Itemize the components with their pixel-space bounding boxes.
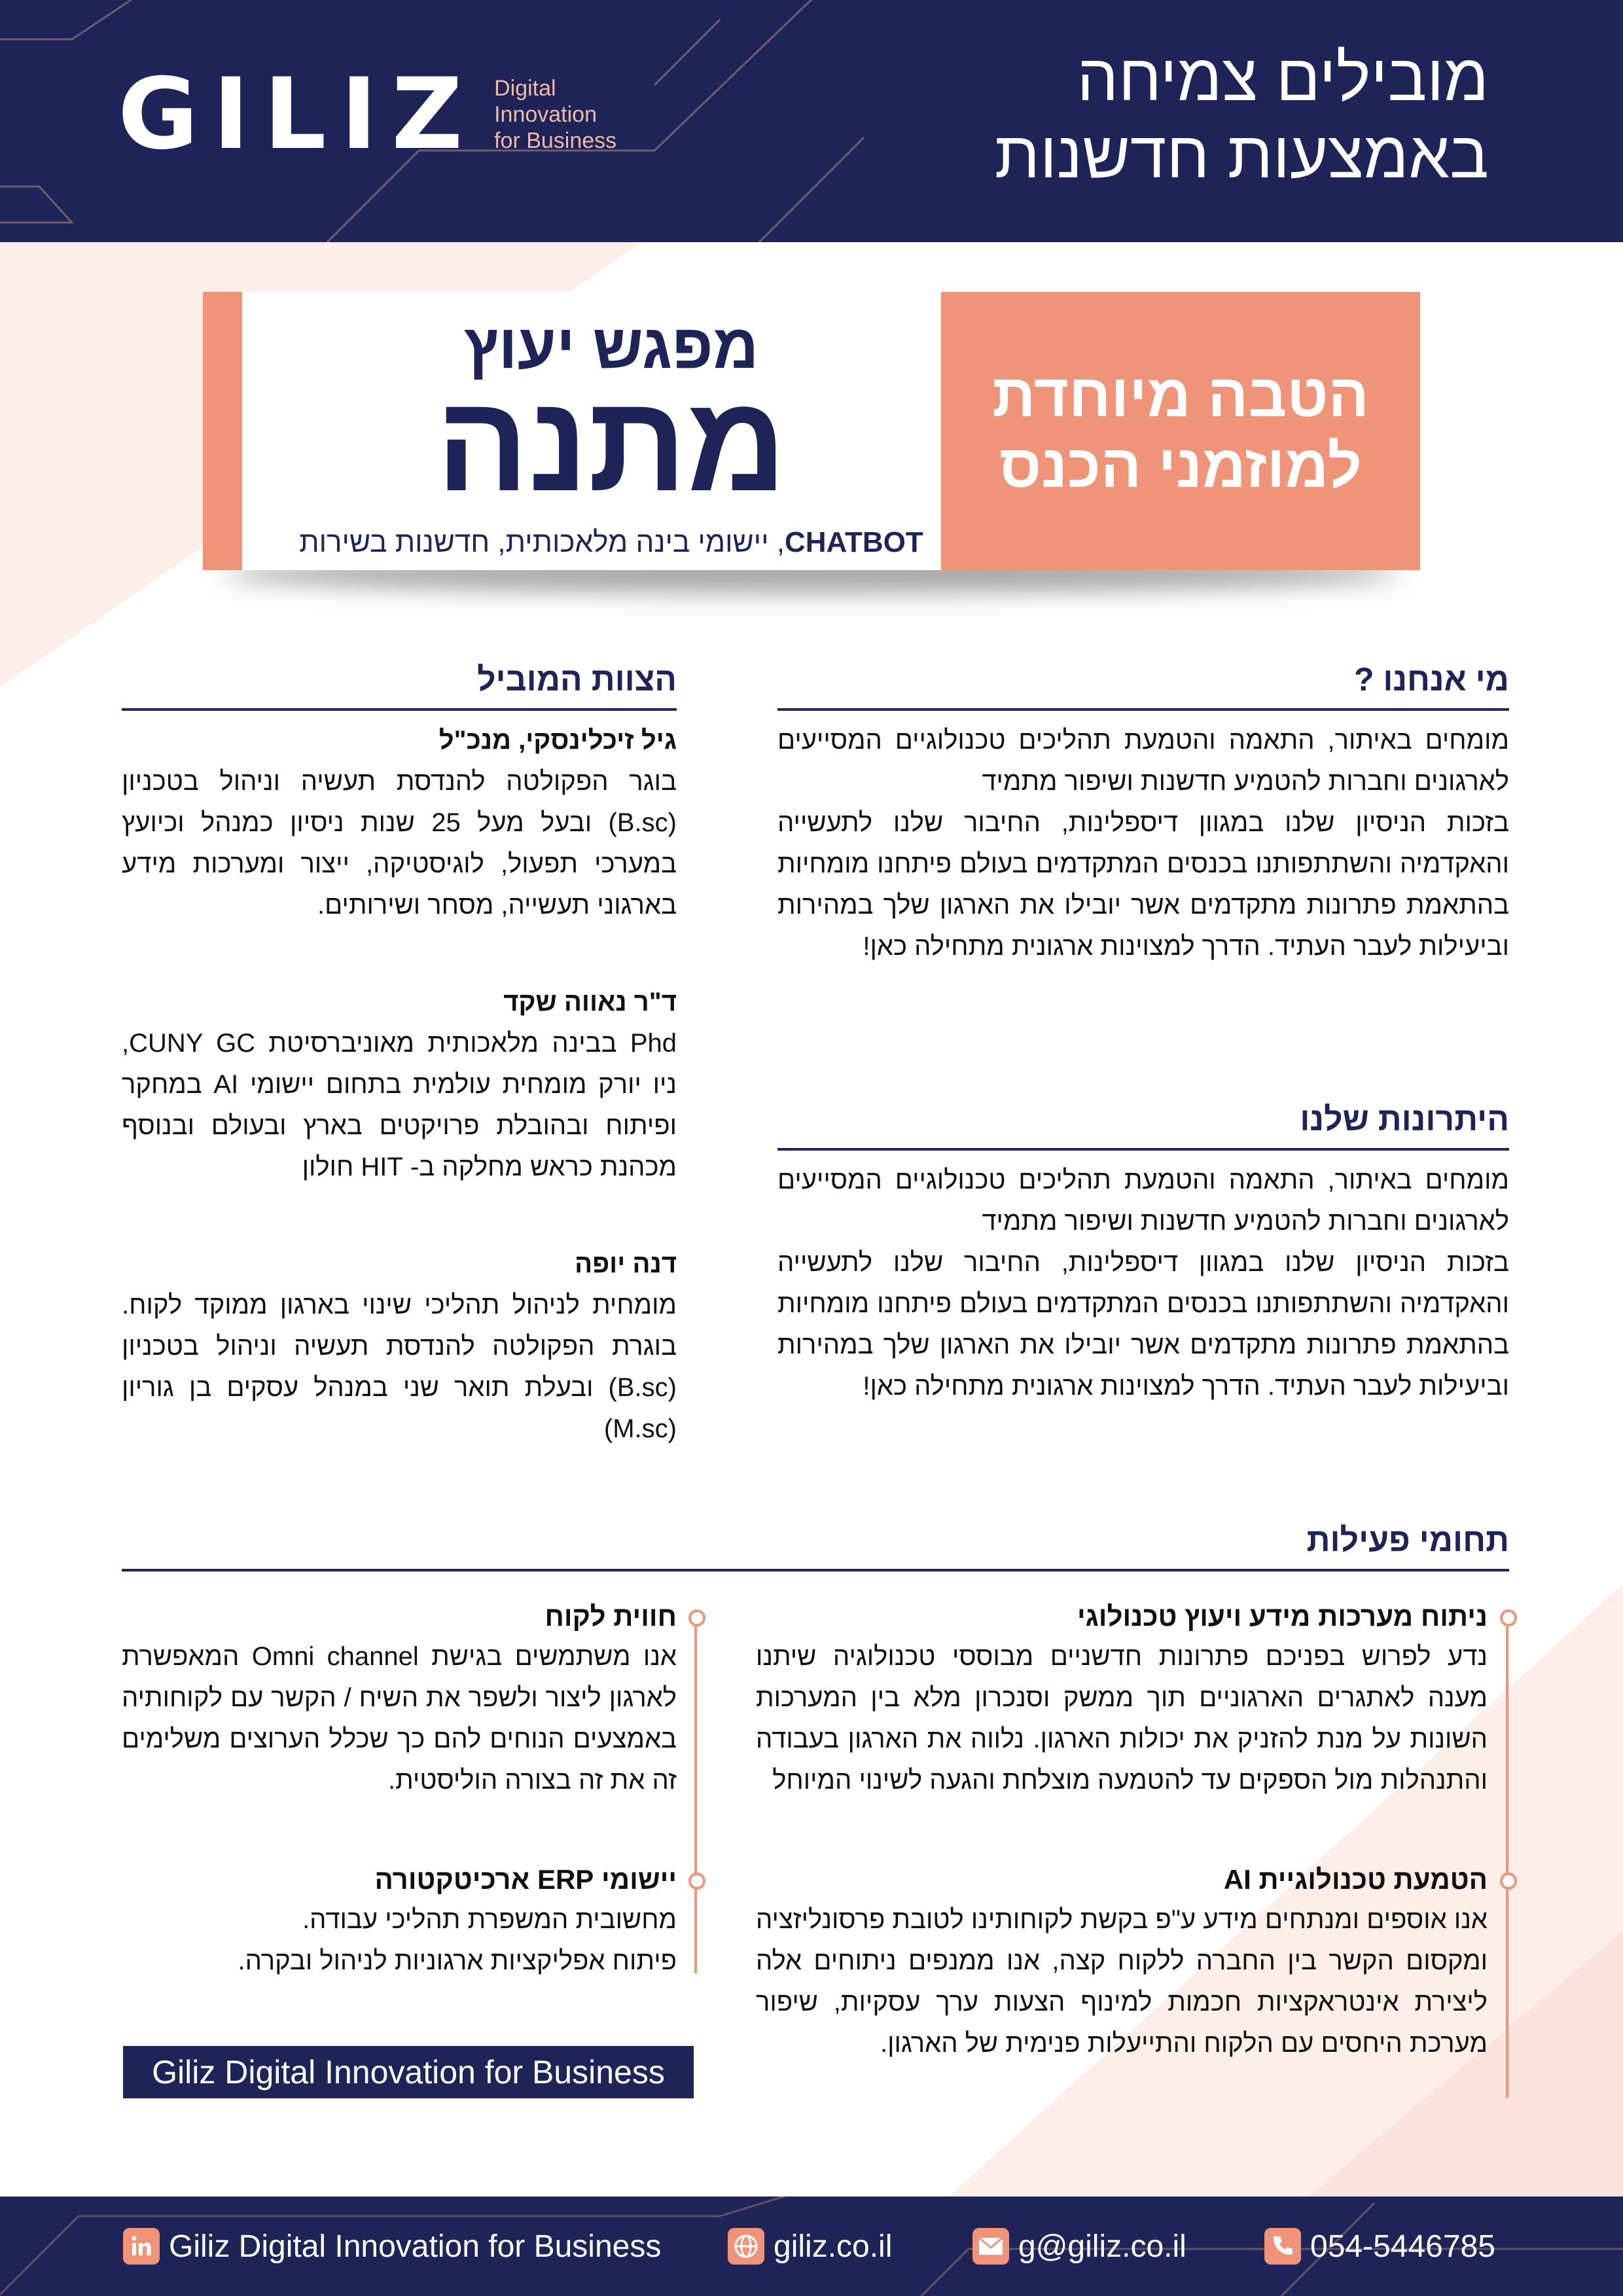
- activity-section: [122, 1522, 1509, 1581]
- advantages-paragraph-1: מומחים באיתור, התאמה והטמעת תהליכים טכנולוגיים המסייעים לארגונים וחברות להטמיע חדשנות ושיפור מתמיד: [777, 1166, 1509, 1236]
- area-text: מחשובית המשפרת תהליכי עבודה.: [302, 1905, 677, 1934]
- website-text: giliz.co.il: [774, 2229, 893, 2264]
- team-member-bio: מומחית לניהול תהליכי שינוי בארגון ממוקד לקוח. בוגרת הפקולטה להנדסת תעשיה וניהול בטכניון (B.sc) ובעלת תואר שני במנהל עסקים בן גוריון (M.sc): [122, 1291, 677, 1443]
- activity-area-erp: [122, 1860, 677, 1982]
- header-tagline: מובילים צמיחה באמצעות חדשנות: [994, 41, 1489, 192]
- offer-gift-panel: [242, 292, 980, 570]
- brand-label: Giliz Digital Innovation for Business: [123, 2046, 694, 2098]
- team-member: [122, 720, 677, 926]
- timeline-dot: [1500, 1873, 1517, 1890]
- footer-linkedin[interactable]: [123, 2197, 661, 2296]
- area-title: יישומי ERP ארכיטקטורה: [374, 1864, 677, 1895]
- activity-title: תחומי פעילות: [122, 1522, 1509, 1571]
- area-text: אנו אוספים ומנתחים מידע ע"פ בקשת לקוחותינו לטובת פרסונליזציה ומקסום הקשר בין החברה ללקוח קצה, אנו ממנפים ניתוחים אלה ליצירת אינטראקציות חכמות למינוף הצעות ערך עסקיות, שיפור מערכת היחסים עם הלקוח והתייעלות פנימית של הארגון.: [756, 1905, 1488, 2058]
- activity-area-ai: [756, 1860, 1488, 2064]
- team-title: הצוות המוביל: [122, 661, 677, 711]
- area-text: נדע לפרוש בפניכם פתרונות חדשניים מבוססי טכנולוגיה שיתנו מענה לאתגרים הארגוניים תוך ממשק וסנכרון מלא בין המערכות השונות על מנת להזניק את יכולות הארגון. נלווה את הארגון בעבודה והתנהלות מול הספקים עד להטמעה מוצלחת והגעה לשינוי המיוחל: [756, 1642, 1488, 1795]
- linkedin-text: Giliz Digital Innovation for Business: [169, 2229, 662, 2264]
- giliz-logo: [118, 58, 617, 171]
- area-text: פיתוח אפליקציות ארגוניות לניהול ובקרה.: [238, 1946, 677, 1975]
- offer-consult-meeting: מפגש יעוץ: [463, 312, 759, 382]
- timeline-line-left: [694, 1617, 697, 1973]
- timeline-line-right: [1506, 1617, 1508, 2098]
- advantages-paragraph-2: בזכות הניסיון שלנו במגוון דיספלינות, החיבור שלנו לתעשייה והאקדמיה והשתתפותנו בכנסים המתקדמים בעולם פיתחנו מומחיות בהתאמת פתרונות מתקדמים אשר יובילו את הארגון שלך במהירות וביעילות לעבר העתיד. הדרך למצוינות ארגונית מתחילה כאן!: [777, 1248, 1509, 1401]
- offer-banner: [203, 292, 1420, 570]
- offer-left-strip: [203, 292, 242, 570]
- phone-text: 054-5446785: [1310, 2229, 1495, 2264]
- activity-area-it-consulting: [756, 1597, 1488, 1801]
- team-member: [122, 1244, 677, 1450]
- linkedin-icon: [123, 2228, 160, 2265]
- timeline-dot: [688, 1873, 705, 1890]
- logo-wordmark: GILIZ: [118, 58, 478, 171]
- footer-phone[interactable]: [1264, 2197, 1495, 2296]
- footer-website[interactable]: [728, 2197, 892, 2296]
- about-title: מי אנחנו ?: [777, 661, 1509, 711]
- footer-email[interactable]: [972, 2197, 1186, 2296]
- about-section: [777, 661, 1509, 967]
- header-banner: [0, 0, 1623, 242]
- area-title: ניתוח מערכות מידע ויעוץ טכנולוגי: [1077, 1601, 1488, 1632]
- team-member-name: גיל זיכלינסקי, מנכ"ל: [438, 726, 677, 755]
- advantages-section: [777, 1101, 1509, 1407]
- area-title: חווית לקוח: [544, 1601, 677, 1632]
- team-member-name: ד"ר נאווה שקד: [503, 988, 677, 1016]
- team-section: [122, 661, 677, 1450]
- about-paragraph-2: בזכות הניסיון שלנו במגוון דיספלינות, החיבור שלנו לתעשייה והאקדמיה והשתתפותנו בכנסים המתקדמים בעולם פיתחנו מומחיות בהתאמת פתרונות מתקדמים אשר יובילו את הארגון שלך במהירות וביעילות לעבר העתיד. הדרך למצוינות ארגונית מתחילה כאן!: [777, 808, 1509, 961]
- timeline-dot: [1500, 1609, 1517, 1626]
- team-member-bio: בוגר הפקולטה להנדסת תעשיה וניהול בטכניון (B.sc) ובעל מעל 25 שנות ניסיון כמנהל וכיועץ במערכי תפעול, לוגיסטיקה, ייצור ומערכות מידע בארגוני תעשייה, מסחר ושירותים.: [122, 767, 677, 920]
- email-text: g@giliz.co.il: [1018, 2229, 1186, 2264]
- email-icon: [972, 2228, 1009, 2265]
- team-member-bio: Phd בבינה מלאכותית מאוניברסיטת CUNY GC, ניו יורק מומחית עולמית בתחום יישומי AI במחקר ופיתוח ובהובלת פרויקטים בארץ ובעולם ובנוסף מכהנת כראש מחלקה ב- HIT חולון: [122, 1029, 677, 1181]
- offer-subtitle: CHATBOT, יישומי בינה מלאכותית, חדשנות בשירות: [299, 526, 923, 558]
- team-member-name: דנה יופה: [575, 1249, 677, 1278]
- offer-gift: מתנה: [436, 366, 787, 520]
- offer-special-benefit: הטבה מיוחדת למוזמני הכנס: [941, 292, 1420, 570]
- phone-icon: [1264, 2228, 1301, 2265]
- logo-tagline: Digital Innovation for Business: [494, 76, 617, 153]
- footer: [0, 2197, 1623, 2296]
- activity-area-customer-experience: [122, 1597, 677, 1801]
- area-title: הטמעת טכנולוגיית AI: [1223, 1864, 1488, 1895]
- advantages-title: היתרונות שלנו: [777, 1101, 1509, 1151]
- area-text: אנו משתמשים בגישת Omni channel המאפשרת לארגון ליצור ולשפר את השיח / הקשר עם לקוחותיה באמצעים הנוחים להם כך שכלל הערוצים משלימים זה את זה בצורה הוליסטית.: [122, 1642, 677, 1795]
- globe-icon: [728, 2228, 764, 2265]
- timeline-dot: [688, 1609, 705, 1626]
- team-member: [122, 982, 677, 1188]
- about-paragraph-1: מומחים באיתור, התאמה והטמעת תהליכים טכנולוגיים המסייעים לארגונים וחברות להטמיע חדשנות ושיפור מתמיד: [777, 726, 1509, 796]
